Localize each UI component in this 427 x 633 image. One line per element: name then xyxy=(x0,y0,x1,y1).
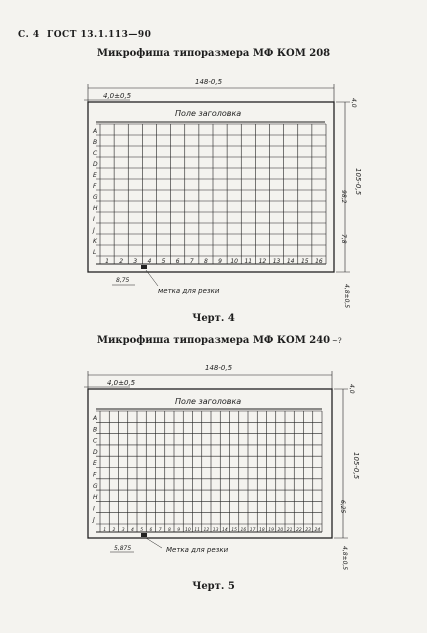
fig4-col-label: 12 xyxy=(258,258,267,265)
fig5-col-label: 5,875 xyxy=(114,545,132,552)
fig5-col-label: 22 xyxy=(296,528,302,533)
fig4-row-label: D xyxy=(93,160,98,168)
fig4-col-label: 3 xyxy=(133,258,138,265)
fig4-col-label: 8,75 xyxy=(116,277,130,284)
fig4-row-label: F xyxy=(93,182,97,190)
fig5-col-label: 7 xyxy=(158,528,162,533)
fig5-col-label: 2 xyxy=(112,528,116,533)
fig4-col-label: 7 xyxy=(189,258,194,265)
fig5-col-label: 13 xyxy=(212,528,219,533)
fig4-title: Микрофиша типоразмера МФ КОМ 208 xyxy=(96,48,331,59)
page-number: С. 4 xyxy=(18,30,40,40)
standard-code: ГОСТ 13.1.113—90 xyxy=(46,30,152,40)
fig5-cut-mark-square xyxy=(141,533,147,537)
fig4-row-label: B xyxy=(93,138,98,146)
fig4-top-label: 4,0 xyxy=(350,98,357,108)
fig4-row-label: А xyxy=(93,127,98,135)
fig5-bottom-label: 4,8±0,5 xyxy=(341,546,348,571)
fig4-cut-mark-label: метка для резки xyxy=(158,287,220,295)
fig4-bottom-label: 4,8±0,5 xyxy=(343,284,350,309)
fig5-row-label: E xyxy=(93,460,97,468)
fig4-col-label: 14 xyxy=(286,258,295,265)
fig4-col-label: 4 xyxy=(147,258,152,265)
fig5-header-field: Поле заголовка xyxy=(175,397,242,406)
fig4-width-label: 148-0,5 xyxy=(195,78,223,86)
fig5-height-label: 105-0,5 xyxy=(352,452,360,480)
fig4-row-label: H xyxy=(93,204,98,212)
fig5-row-label: B xyxy=(93,426,98,434)
fig4-col-label: 8 xyxy=(204,258,208,265)
fig5-col-label: 5 xyxy=(140,528,144,533)
fig4-left-margin-label: 4,0±0,5 xyxy=(103,92,132,100)
fig5-row-label: 6,25 xyxy=(339,500,346,514)
fig5-col-label: 16 xyxy=(240,528,247,533)
fig5-col-label: 11 xyxy=(194,528,200,533)
fig5-width-label: 148-0,5 xyxy=(205,364,233,372)
fig4-col-label: 2 xyxy=(119,258,124,265)
fig4-row-label: J xyxy=(93,226,95,234)
fig5-col-label: 17 xyxy=(249,528,256,533)
stray-mark: ~? xyxy=(332,337,342,345)
fig4-col-label: 11 xyxy=(244,258,253,265)
fig5-col-label: 3 xyxy=(121,528,125,533)
fig4-height-label: 105-0,5 xyxy=(354,168,362,196)
fig5-col-label: 6 xyxy=(149,528,153,533)
fig5-col-label: 15 xyxy=(231,528,237,533)
fig4-row-label: 7,8 xyxy=(340,234,347,244)
fig4-row-label: K xyxy=(93,237,97,245)
fig5-col-label: 23 xyxy=(305,528,311,533)
fig4-col-label: 5 xyxy=(161,258,166,265)
fig4-header-field: Поле заголовка xyxy=(175,109,242,118)
fig5-row-label: G xyxy=(93,482,98,490)
fig5-row-label: J xyxy=(93,516,95,524)
fig5-row-label: I xyxy=(93,505,95,513)
fig5-row-label: C xyxy=(93,437,98,445)
fig5-title: Микрофиша типоразмера МФ КОМ 240 xyxy=(96,335,331,346)
fig5-col-label: 8 xyxy=(167,528,171,533)
fig5-left-margin-label: 4,0±0,5 xyxy=(107,379,136,387)
fig4-col-label: 16 xyxy=(315,258,323,265)
fig4-grid-height-label: 98,2 xyxy=(340,190,347,204)
fig5-row-label: А xyxy=(93,415,98,423)
fig4-caption: Черт. 4 xyxy=(192,313,235,324)
fig5-card-outline xyxy=(88,389,332,538)
fig4-row-label: I xyxy=(93,215,95,223)
fig5-col-label: 18 xyxy=(259,528,265,533)
fig5-caption: Черт. 5 xyxy=(192,581,235,592)
fig4-col-label: 15 xyxy=(300,258,309,265)
fig5-top-label: 4,0 xyxy=(348,384,355,394)
fig5-col-label: 24 xyxy=(314,528,321,533)
fig5-row-label: H xyxy=(93,494,98,502)
fig5-col-label: 12 xyxy=(203,528,210,533)
fig5-col-label: 20 xyxy=(277,528,284,533)
fig4-row-label: E xyxy=(93,171,97,179)
fig4-col-label: 9 xyxy=(218,258,222,265)
fig5-cut-mark-label: Метка для резки xyxy=(166,546,229,554)
fig5-col-label: 10 xyxy=(185,528,191,533)
fig5-col-label: 14 xyxy=(222,528,228,533)
fig4-col-label: 10 xyxy=(230,258,239,265)
fig5-row-label: F xyxy=(93,471,97,479)
fig4-row-label: C xyxy=(93,149,98,157)
fig4-col-label: 1 xyxy=(105,258,109,265)
fig5-col-label: 21 xyxy=(286,528,293,533)
fig5-grid xyxy=(92,411,322,533)
fig4-row-label: G xyxy=(93,193,98,201)
fig4-col-label: 13 xyxy=(272,258,281,265)
fig5-col-label: 4 xyxy=(130,528,134,533)
fig5-row-label: D xyxy=(93,448,98,456)
fig5-col-label: 9 xyxy=(177,528,181,533)
fig5-col-label: 1 xyxy=(103,528,107,533)
fig5-col-label: 19 xyxy=(268,528,274,533)
fig4-col-label: 6 xyxy=(175,258,180,265)
fig4-row-label: L xyxy=(93,248,97,256)
